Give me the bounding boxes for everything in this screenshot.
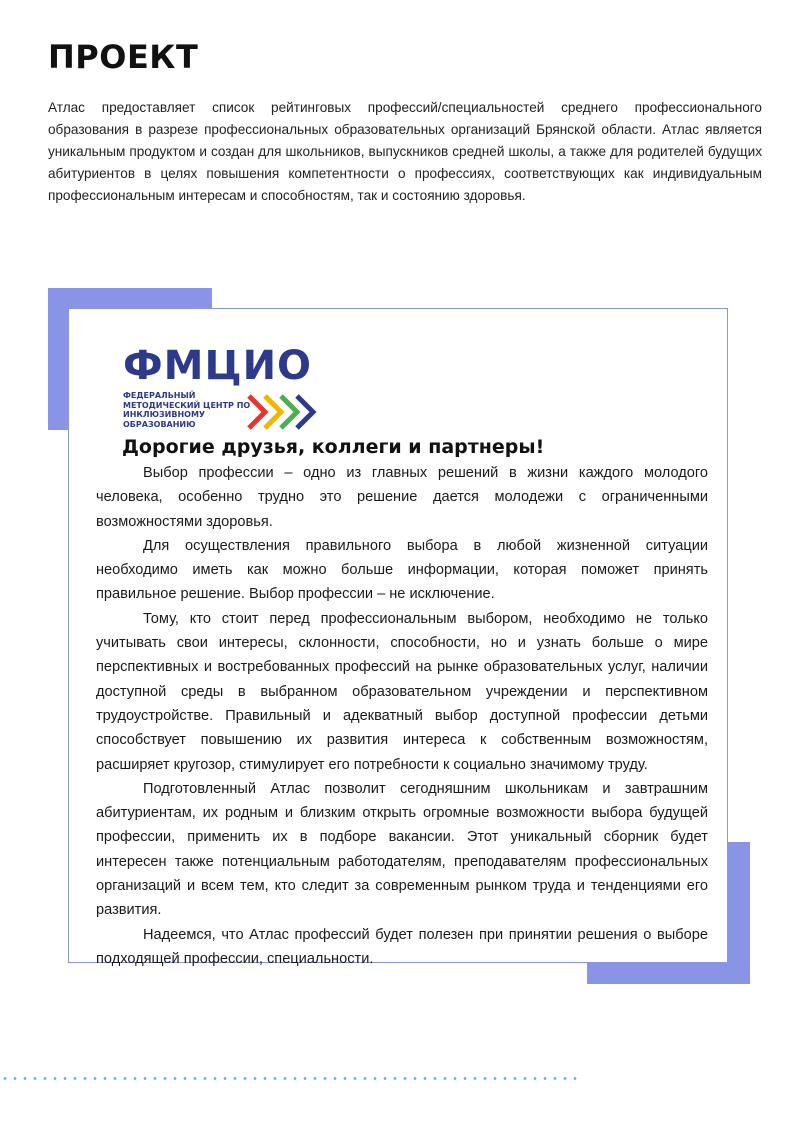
letter-paragraph: Подготовленный Атлас позволит сегодняшним школьникам и завтрашним абитуриентам, их родным и близким открыть огромные возможности выбора будущей профессии, применить их в подборе вакансии. Этот уникальный сборник будет интересен также потенциальным работодателям, преподавателям профессиональных организаций и всем тем, кто следит за современным рынком труда и тенденциями его развития. xyxy=(96,780,708,919)
page-title: ПРОЕКТ xyxy=(48,38,199,76)
fmcio-logo xyxy=(123,343,323,433)
intro-paragraph: Атлас предоставляет список рейтинговых профессий/специальностей среднего профессионального образования в разрезе профессиональных образовательных организаций Брянской области. Атлас является уникальным продуктом и создан для школьников, выпускников средней школы, а также для родителей будущих абитуриентов в целях повышения компетентности о профессиях, соответствующих как индивидуальным профессиональным интересам и способностям, так и состоянию здоровья. xyxy=(48,100,762,203)
dotted-divider xyxy=(0,1077,580,1080)
letter-card xyxy=(68,308,728,967)
letter-paragraph: Тому, кто стоит перед профессиональным выбором, необходимо не только учитывать свои интересы, склонности, способности, но и узнать больше о мире перспективных и востребованных профессий на рынке образовательных услуг, наличии доступной среды в выбранном образовательном учреждении и перспективном трудоустройстве. Правильный и адекватный выбор доступной профессии детьми способствует повышению их развития интереса к собственным возможностям, расширяет кругозор, стимулирует его потребности к социально значимому труду. xyxy=(96,610,708,773)
chevron-arrows-icon xyxy=(247,394,319,430)
letter-paragraph: Для осуществления правильного выбора в любой жизненной ситуации необходимо иметь как можно больше информации, которая поможет принять правильное решение. Выбор профессии – не исключение. xyxy=(96,537,708,603)
letter-paragraph: Выбор профессии – одно из главных решений в жизни каждого молодого человека, особенно трудно это решение дается молодежи с ограниченными возможностями здоровья. xyxy=(96,465,708,530)
logo-wordmark: ФМЦИО xyxy=(123,343,313,389)
letter-paragraph: Надеемся, что Атлас профессий будет полезен при принятии решения о выборе подходящей профессии, специальности. xyxy=(96,926,708,967)
letter-body xyxy=(96,461,708,971)
letter-greeting: Дорогие друзья, коллеги и партнеры! xyxy=(122,436,545,458)
logo-subtitle: ФЕДЕРАЛЬНЫЙ МЕТОДИЧЕСКИЙ ЦЕНТР ПО ИНКЛЮЗИВНОМУ ОБРАЗОВАНИЮ xyxy=(123,391,251,429)
